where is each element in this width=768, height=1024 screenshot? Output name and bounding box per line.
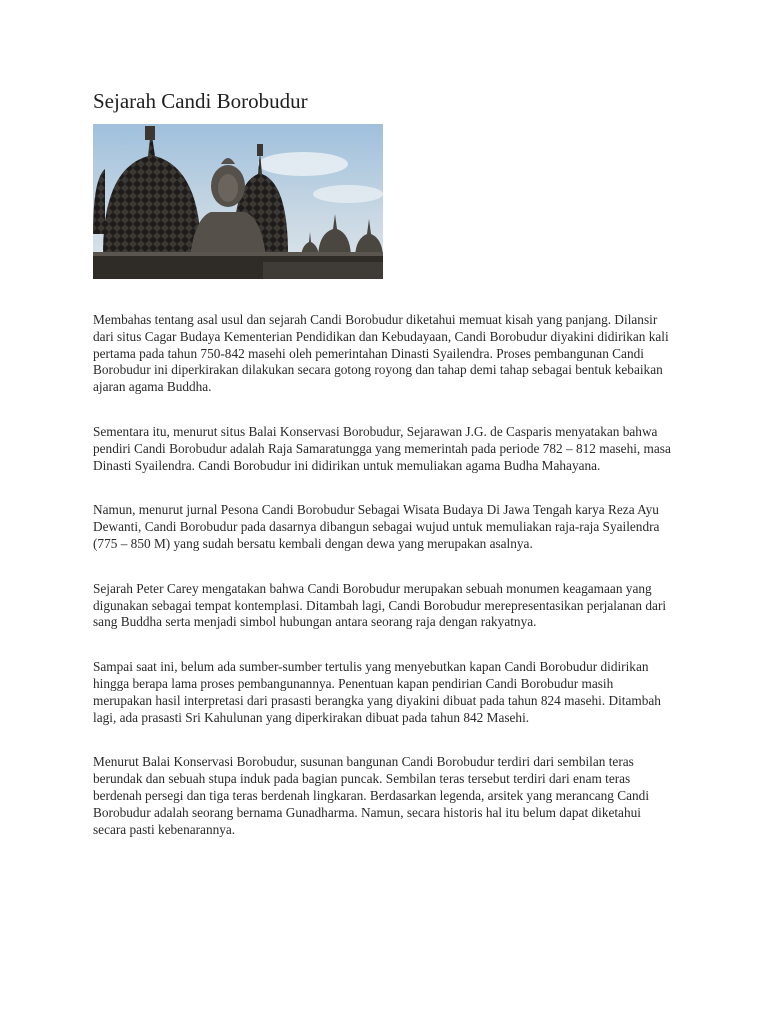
document-page xyxy=(93,88,673,866)
paragraph: Sejarah Peter Carey mengatakan bahwa Candi Borobudur merupakan sebuah monumen keagamaan yang digunakan sebagai tempat kontemplasi. Ditambah lagi, Candi Borobudur merepresentasikan perjalanan dari sang Buddha serta menjadi simbol hubungan antara seorang raja dengan rakyatnya. xyxy=(93,580,667,630)
paragraph: Menurut Balai Konservasi Borobudur, susunan bangunan Candi Borobudur terdiri dari sembilan teras berundak dan sebuah stupa induk pada bagian puncak. Sembilan teras tersebut terdiri dari enam teras berdenah persegi dan tiga teras berdenah lingkaran. Berdasarkan legenda, arsitek yang merancang Candi Borobudur adalah seorang bernama Gunadharma. Namun, secara historis hal itu belum dapat diketahui secara pasti kebenarannya. xyxy=(93,754,650,837)
paragraph: Membahas tentang asal usul dan sejarah Candi Borobudur diketahui memuat kisah yang panjang. Dilansir dari situs Cagar Budaya Kementerian Pendidikan dan Kebudayaan, Candi Borobudur diyakini didirikan kali pertama pada tahun 750-842 masehi oleh pemerintahan Dinasti Syailendra. Proses pembangunan Candi Borobudur ini diperkirakan dilakukan secara gotong royong dan tahap demi tahap sebagai bentuk kebaikan ajaran agama Buddha. xyxy=(93,312,669,395)
borobudur-photo xyxy=(93,124,383,279)
paragraph: Namun, menurut jurnal Pesona Candi Borobudur Sebagai Wisata Budaya Di Jawa Tengah karya Reza Ayu Dewanti, Candi Borobudur pada dasarnya dibangun sebagai wujud untuk memuliakan raja-raja Syailendra (775 – 850 M) yang sudah bersatu kembali dengan dewa yang merupakan asalnya. xyxy=(93,502,660,551)
paragraph: Sementara itu, menurut situs Balai Konservasi Borobudur, Sejarawan J.G. de Casparis menyatakan bahwa pendiri Candi Borobudur adalah Raja Samaratungga yang memerintah pada periode 782 – 812 masehi, masa Dinasti Syailendra. Candi Borobudur ini didirikan untuk memuliakan agama Budha Mahayana. xyxy=(93,423,671,473)
document-title: Sejarah Candi Borobudur xyxy=(93,89,308,113)
paragraph: Sampai saat ini, belum ada sumber-sumber tertulis yang menyebutkan kapan Candi Borobudur didirikan hingga berapa lama proses pembangunannya. Penentuan kapan pendirian Candi Borobudur masih merupakan hasil interpretasi dari prasasti berangka yang diyakini dibuat pada tahun 824 masehi. Ditambah lagi, ada prasasti Sri Kahulunan yang diperkirakan dibuat pada tahun 842 Masehi. xyxy=(93,659,661,725)
